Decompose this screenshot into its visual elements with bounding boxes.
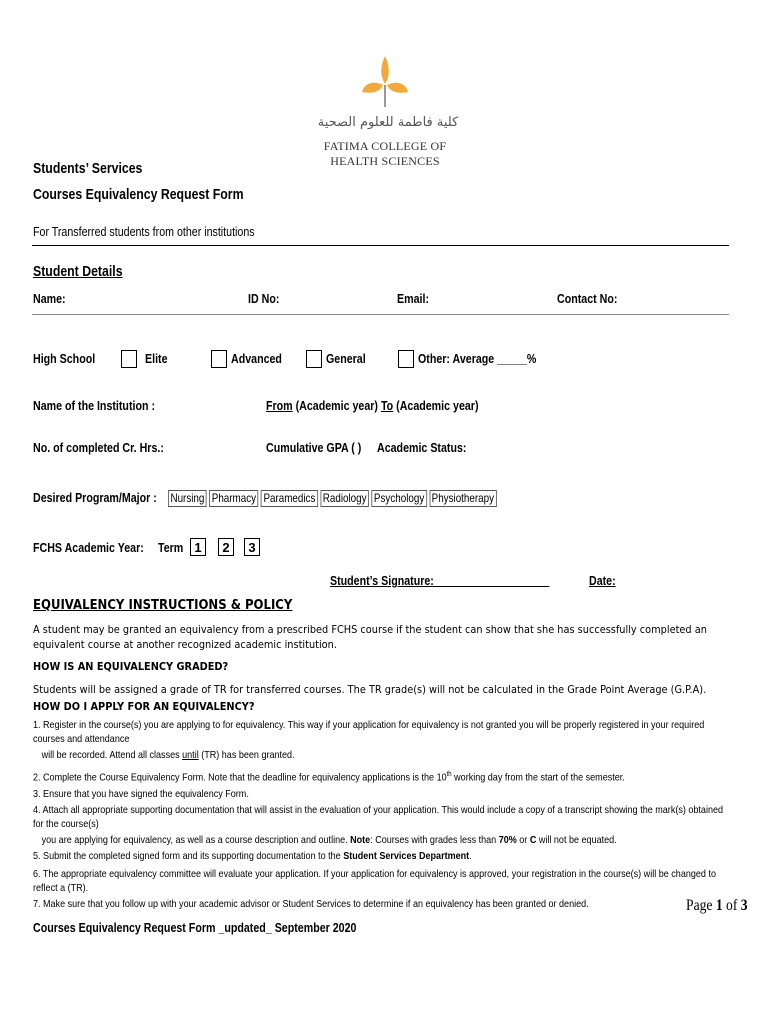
general-label: General [326,351,366,366]
program-option-paramedics[interactable]: Paramedics [261,490,318,507]
logo-english-text: FATIMA COLLEGE OF HEALTH SCIENCES [323,139,447,168]
form-subtitle: For Transferred students from other institutions [33,224,255,239]
step-4: 4. Attach all appropriate supporting documentation that will assist in the evaluation of your application. This would include a copy of a transcript showing the mark(s) obtained for the course(s) you are applying for equivalency, as well as a course description and outline. Note: Courses with grades less than 70% or C will not be equated. [33,803,724,846]
step-3: 3. Ensure that you have signed the equivalency Form. [33,787,249,800]
term-2-box[interactable]: 2 [218,538,234,556]
elite-label: Elite [145,351,168,366]
program-option-radiology[interactable]: Radiology [320,490,369,507]
gpa-label: Cumulative GPA ( ) [266,440,362,455]
academic-status-label: Academic Status: [377,440,467,455]
advanced-label: Advanced [231,351,282,366]
apply-steps [33,718,733,913]
step-5: 5. Submit the completed signed form and its supporting documentation to the Student Services Department. [33,849,472,862]
apply-heading: HOW DO I APPLY FOR AN EQUIVALENCY? [33,701,255,713]
name-label: Name: [33,291,66,306]
page-number: Page 1 of 3 [686,897,748,914]
program-option-physiotherapy[interactable]: Physiotherapy [429,490,496,507]
elite-checkbox[interactable] [121,350,137,368]
policy-intro: A student may be granted an equivalency from a prescribed FCHS course if the student can show that she has successfully completed an equivalent course at another recognized academic institution. [33,624,707,651]
credits-label: No. of completed Cr. Hrs.: [33,440,164,455]
signature-label: Student’s Signature: ___________________ [330,573,550,588]
divider [32,245,729,246]
term-options [190,538,264,557]
general-checkbox[interactable] [306,350,322,368]
other-average-label: Other: Average _____% [418,351,537,366]
id-label: ID No: [248,291,280,306]
graded-heading: HOW IS AN EQUIVALENCY GRADED? [33,661,229,673]
student-details-heading: Student Details [33,263,123,280]
step-6: 6. The appropriate equivalency committee will evaluate your application. If your application for equivalency is approved, your registration in the course(s) will be changed to reflect a (TR). [33,867,716,894]
contact-label: Contact No: [557,291,618,306]
flower-logo-icon [300,52,470,114]
email-label: Email: [397,291,429,306]
form-title: Courses Equivalency Request Form [33,186,244,203]
program-label: Desired Program/Major : [33,490,157,505]
term-3-box[interactable]: 3 [244,538,260,556]
department-title: Students’ Services [33,160,143,177]
term-1-box[interactable]: 1 [190,538,206,556]
academic-year-label: FCHS Academic Year: [33,540,144,555]
institution-label: Name of the Institution : [33,398,156,413]
policy-heading: EQUIVALENCY INSTRUCTIONS & POLICY [33,598,293,613]
program-options [168,489,572,507]
other-checkbox[interactable] [398,350,414,368]
step-2: 2. Complete the Course Equivalency Form. Note that the deadline for equivalency applications is the 10th working day from the start of the semester. [33,771,625,784]
program-option-nursing[interactable]: Nursing [168,490,207,507]
logo-arabic-text: كلية فاطمة للعلوم الصحية [317,115,459,130]
term-label: Term [158,540,184,555]
step-7: 7. Make sure that you follow up with your academic advisor or Student Services to determine if an equivalency has been granted or denied. [33,897,589,910]
high-school-label: High School [33,351,96,366]
date-label: Date: [589,573,616,588]
divider [32,314,729,315]
program-option-psychology[interactable]: Psychology [371,490,426,507]
college-logo [300,52,470,152]
academic-year-range: From (Academic year) To (Academic year) [266,398,479,413]
program-option-pharmacy[interactable]: Pharmacy [209,490,258,507]
advanced-checkbox[interactable] [211,350,227,368]
step-1: 1. Register in the course(s) you are applying to for equivalency. This way if your application for equivalency is not granted you will be properly registered in your required courses and attendance will be recorded. Attend all classes until (TR) has been granted. [33,719,705,761]
graded-text: Students will be assigned a grade of TR for transferred courses. The TR grade(s) will not be calculated in the Grade Point Average (G.P.A). [33,684,707,696]
footer-form-name: Courses Equivalency Request Form _updated_ September 2020 [33,920,357,935]
